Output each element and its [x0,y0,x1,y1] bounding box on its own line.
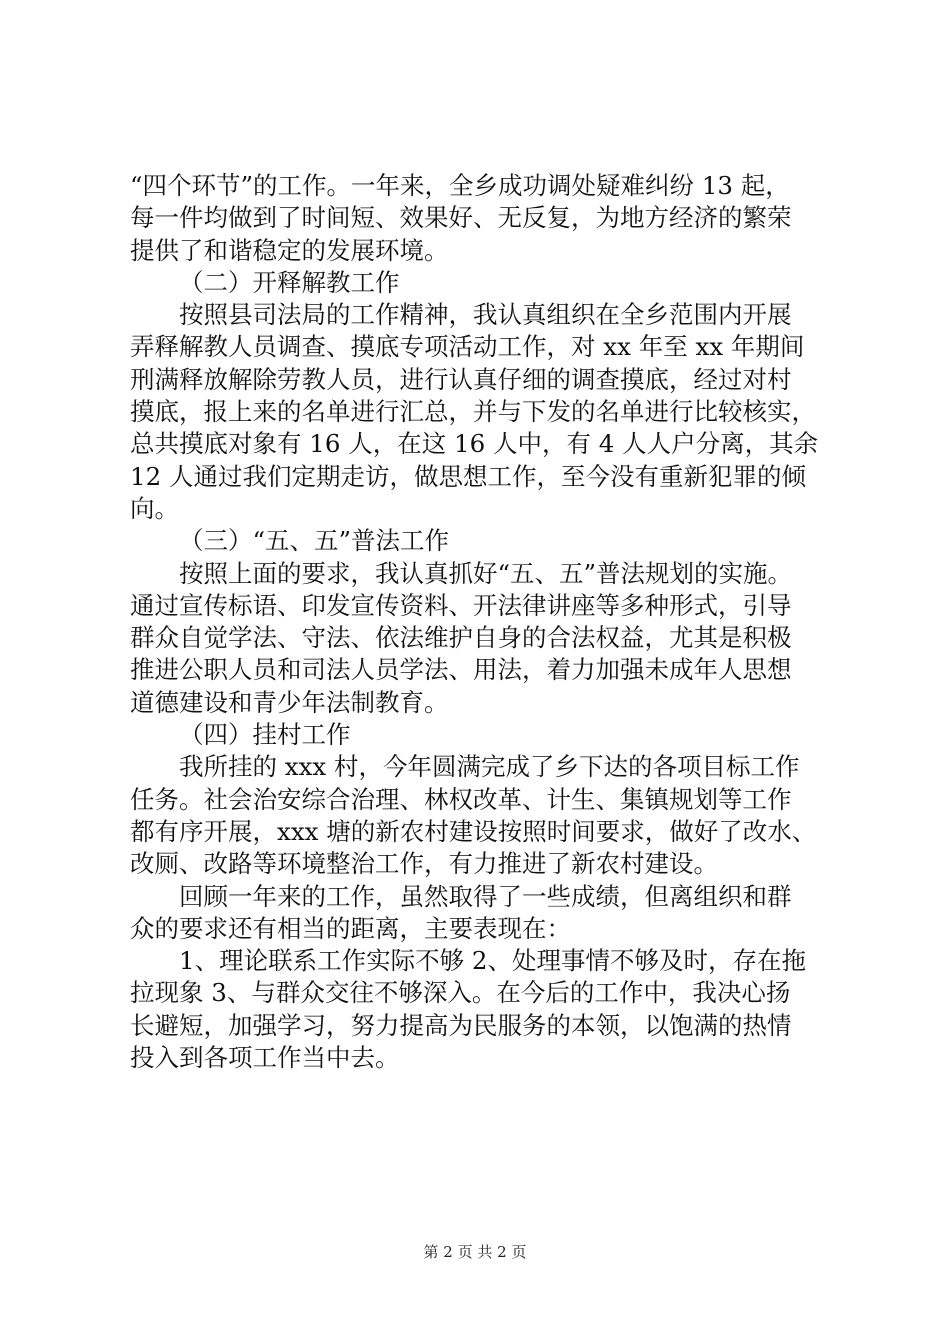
text-line: 总共摸底对象有 16 人，在这 16 人中，有 4 人人户分离，其余 [130,429,819,459]
text-line: 按照上面的要求，我认真抓好“五、五”普法规划的实施。 [179,558,793,588]
text-line: 推进公职人员和司法人员学法、用法，着力加强未成年人思想 [130,655,792,685]
text-line: 1、理论联系工作实际不够 2、处理事情不够及时，存在拖 [179,946,806,976]
document-body [130,170,830,1074]
text-line: （三）“五、五”普法工作 [179,526,450,556]
text-line: 向。 [130,493,179,523]
text-line: 群众自觉学法、守法、依法维护自身的合法权益，尤其是积极 [130,623,792,653]
text-line: 拉现象 3、与群众交往不够深入。在今后的工作中，我决心扬 [130,978,791,1008]
text-line: 按照县司法局的工作精神，我认真组织在全乡范围内开展 [179,300,792,330]
text-line: 摸底，报上来的名单进行汇总，并与下发的名单进行比较核实， [130,397,816,427]
text-line: 每一件均做到了时间短、效果好、无反复，为地方经济的繁荣 [130,203,792,233]
text-line: 通过宣传标语、印发宣传资料、开法律讲座等多种形式，引导 [130,590,792,620]
text-line: 任务。社会治安综合治理、林权改革、计生、集镇规划等工作 [130,784,792,814]
text-line: 都有序开展，xxx 塘的新农村建设按照时间要求，做好了改水、 [130,816,817,846]
text-line: 刑满释放解除劳教人员，进行认真仔细的调查摸底，经过对村 [130,364,792,394]
text-line: 弄释解教人员调查、摸底专项活动工作，对 xx 年至 xx 年期间 [130,332,805,362]
text-line: 改厕、改路等环境整治工作，有力推进了新农村建设。 [130,849,718,879]
text-line: 长避短，加强学习，努力提高为民服务的本领，以饱满的热情 [130,1010,792,1040]
page-number: 第 2 页 共 2 页 [423,1243,527,1261]
text-line: 回顾一年来的工作，虽然取得了一些成绩，但离组织和群 [179,881,792,911]
text-line: 12 人通过我们定期走访，做思想工作，至今没有重新犯罪的倾 [130,461,806,491]
page-footer [0,1242,950,1262]
text-line: （二）开释解教工作 [179,267,400,297]
text-line: （四）挂村工作 [179,720,351,750]
text-line: “四个环节”的工作。一年来，全乡成功调处疑难纠纷 13 起， [130,171,790,200]
text-line: 提供了和谐稳定的发展环境。 [130,235,449,265]
text-line: 众的要求还有相当的距离，主要表现在： [130,913,571,943]
text-line: 我所挂的 xxx 村，今年圆满完成了乡下达的各项目标工作 [179,752,800,782]
text-line: 投入到各项工作当中去。 [130,1043,400,1073]
text-line: 道德建设和青少年法制教育。 [130,687,449,717]
